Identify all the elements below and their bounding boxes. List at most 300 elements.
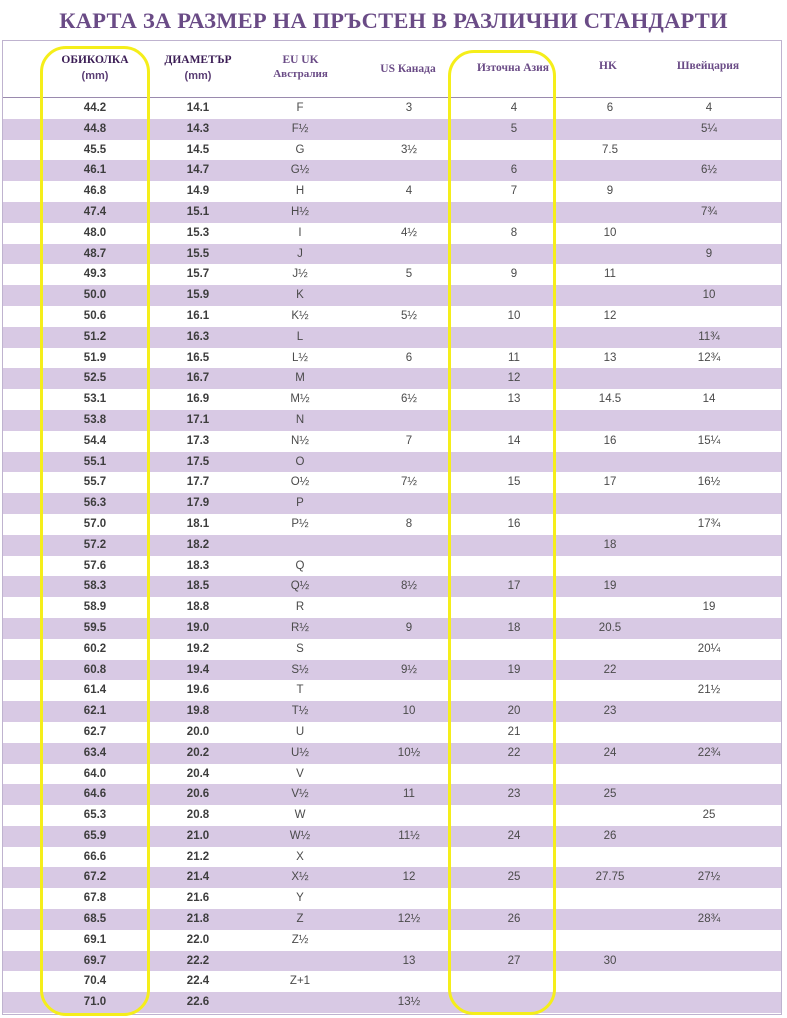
cell-diameter: 20.4 (186, 767, 210, 780)
cell-switzerland: 14 (702, 393, 716, 406)
cell-diameter: 21.8 (186, 913, 210, 926)
cell-circumference: 45.5 (83, 143, 107, 156)
cell-east-asia: 25 (507, 871, 521, 884)
cell-circumference: 61.4 (83, 684, 107, 697)
cell-hk (565, 556, 655, 577)
cell-us-canada (364, 410, 454, 431)
cell-east-asia: 14 (507, 434, 521, 447)
cell-us-canada (364, 971, 454, 992)
cell-hk (565, 971, 655, 992)
cell-us-canada: 5½ (401, 309, 417, 322)
cell-circumference: 64.6 (83, 788, 107, 801)
cell-circumference: 51.9 (83, 351, 107, 364)
cell-circumference: 57.6 (83, 559, 107, 572)
cell-diameter: 18.5 (186, 580, 210, 593)
cell-circumference: 48.7 (83, 247, 107, 260)
cell-hk (565, 847, 655, 868)
cell-east-asia: 24 (507, 829, 521, 842)
cell-eu-uk (255, 992, 345, 1013)
header-diameter (148, 53, 248, 83)
cell-east-asia (469, 535, 559, 556)
cell-circumference: 58.3 (83, 580, 107, 593)
cell-eu-uk: Z (296, 913, 304, 926)
cell-east-asia (469, 202, 559, 223)
cell-east-asia: 26 (507, 913, 521, 926)
cell-switzerland (664, 556, 754, 577)
cell-diameter: 14.5 (186, 143, 210, 156)
table-row (3, 951, 781, 972)
cell-hk: 10 (603, 226, 617, 239)
cell-circumference: 60.2 (83, 642, 107, 655)
cell-circumference: 49.3 (83, 268, 107, 281)
cell-hk (565, 597, 655, 618)
cell-diameter: 15.7 (186, 268, 210, 281)
cell-diameter: 18.3 (186, 559, 210, 572)
cell-eu-uk: P (296, 497, 304, 510)
cell-us-canada: 8½ (401, 580, 417, 593)
table-row (3, 452, 781, 473)
cell-switzerland (664, 181, 754, 202)
header-us-canada: US Канада (380, 63, 436, 75)
cell-eu-uk: O (295, 455, 305, 468)
cell-circumference: 44.8 (83, 122, 107, 135)
header-eu-uk (253, 53, 348, 81)
cell-switzerland: 27½ (697, 871, 721, 884)
cell-hk: 30 (603, 954, 617, 967)
cell-eu-uk (255, 535, 345, 556)
cell-switzerland: 15¼ (697, 434, 721, 447)
cell-east-asia: 19 (507, 663, 521, 676)
cell-us-canada (364, 493, 454, 514)
cell-us-canada: 11 (403, 788, 415, 801)
cell-hk: 11 (604, 268, 616, 281)
cell-eu-uk: N (295, 413, 305, 426)
cell-east-asia (469, 847, 559, 868)
cell-circumference: 57.0 (83, 517, 107, 530)
table-row (3, 597, 781, 618)
cell-diameter: 16.5 (186, 351, 210, 364)
cell-diameter: 20.6 (186, 788, 210, 801)
cell-switzerland: 5¼ (701, 122, 717, 135)
cell-us-canada (364, 847, 454, 868)
cell-us-canada (364, 639, 454, 660)
table-row (3, 223, 781, 244)
cell-hk (565, 327, 655, 348)
header-east-asia: Източна Азия (476, 62, 550, 74)
cell-switzerland: 12¾ (697, 351, 721, 364)
cell-switzerland: 16½ (697, 476, 721, 489)
cell-eu-uk: U½ (291, 746, 309, 759)
cell-switzerland (664, 264, 754, 285)
table-row (3, 722, 781, 743)
cell-east-asia (469, 680, 559, 701)
cell-us-canada: 13½ (397, 996, 421, 1009)
cell-switzerland (664, 223, 754, 244)
cell-circumference: 64.0 (83, 767, 107, 780)
cell-us-canada: 10 (402, 705, 416, 718)
cell-eu-uk: L½ (292, 351, 308, 364)
cell-circumference: 50.0 (83, 289, 107, 302)
cell-us-canada (364, 452, 454, 473)
cell-hk: 6 (606, 102, 614, 114)
cell-switzerland (664, 971, 754, 992)
cell-circumference: 69.1 (83, 933, 107, 946)
cell-us-canada: 12½ (397, 913, 421, 926)
table-row (3, 285, 781, 306)
cell-hk: 14.5 (598, 393, 622, 406)
cell-switzerland (664, 701, 754, 722)
cell-us-canada (364, 556, 454, 577)
cell-east-asia: 17 (507, 580, 521, 593)
cell-hk: 13 (603, 351, 617, 364)
cell-east-asia (469, 327, 559, 348)
cell-circumference: 66.6 (83, 850, 107, 863)
cell-eu-uk: U (295, 725, 305, 738)
cell-hk (565, 285, 655, 306)
cell-switzerland (664, 306, 754, 327)
cell-eu-uk: S½ (291, 663, 309, 676)
cell-east-asia (469, 992, 559, 1013)
cell-circumference: 58.9 (83, 601, 107, 614)
cell-eu-uk: Y (296, 892, 304, 905)
cell-eu-uk: H½ (291, 205, 309, 218)
cell-us-canada: 6½ (401, 393, 417, 406)
cell-us-canada (364, 244, 454, 265)
cell-eu-uk: M (295, 372, 305, 385)
cell-us-canada: 3 (405, 102, 413, 114)
cell-us-canada: 9½ (401, 663, 417, 676)
cell-circumference: 55.7 (83, 476, 107, 489)
cell-eu-uk: K (296, 289, 304, 302)
cell-eu-uk: J½ (292, 268, 308, 281)
cell-us-canada (364, 722, 454, 743)
table-row (3, 389, 781, 410)
cell-eu-uk: X½ (291, 871, 309, 884)
cell-eu-uk: L (296, 330, 304, 343)
cell-diameter: 19.6 (186, 684, 210, 697)
cell-switzerland (664, 368, 754, 389)
cell-east-asia (469, 285, 559, 306)
cell-hk (565, 930, 655, 951)
cell-east-asia (469, 805, 559, 826)
table-row (3, 556, 781, 577)
cell-circumference: 67.8 (83, 892, 107, 905)
page-title: КАРТА ЗА РАЗМЕР НА ПРЪСТЕН В РАЗЛИЧНИ СТАНДАРТИ (59, 8, 728, 33)
cell-switzerland (664, 452, 754, 473)
cell-us-canada (364, 285, 454, 306)
cell-switzerland (664, 722, 754, 743)
cell-eu-uk: Q (295, 559, 305, 572)
cell-hk (565, 722, 655, 743)
cell-us-canada: 7 (405, 434, 413, 447)
cell-switzerland (664, 888, 754, 909)
cell-us-canada (364, 764, 454, 785)
cell-eu-uk: V½ (291, 788, 309, 801)
table-row (3, 930, 781, 951)
cell-eu-uk: N½ (291, 434, 309, 447)
cell-diameter: 16.7 (186, 372, 210, 385)
cell-eu-uk: T (296, 684, 304, 697)
cell-hk: 27.75 (595, 871, 625, 884)
header-eu-uk-sub: Австралия (273, 68, 328, 80)
table-row (3, 764, 781, 785)
cell-hk: 16 (603, 434, 617, 447)
cell-east-asia (469, 556, 559, 577)
cell-diameter: 21.4 (186, 871, 210, 884)
cell-hk (565, 764, 655, 785)
cell-eu-uk: O½ (290, 476, 310, 489)
cell-east-asia (469, 639, 559, 660)
cell-hk (565, 514, 655, 535)
cell-east-asia (469, 244, 559, 265)
table-row (3, 514, 781, 535)
cell-switzerland (664, 951, 754, 972)
cell-east-asia: 16 (507, 517, 521, 530)
cell-east-asia (469, 597, 559, 618)
cell-east-asia: 8 (510, 226, 518, 239)
cell-diameter: 22.2 (186, 954, 210, 967)
cell-east-asia (469, 410, 559, 431)
cell-circumference: 59.5 (83, 621, 107, 634)
cell-switzerland (664, 140, 754, 161)
header-switzerland: Швейцария (676, 60, 740, 72)
cell-us-canada: 8 (405, 517, 413, 530)
table-row (3, 805, 781, 826)
cell-eu-uk: J (297, 247, 303, 260)
table-row (3, 535, 781, 556)
cell-diameter: 19.0 (186, 621, 210, 634)
header-circumference-unit: (mm) (81, 70, 109, 82)
cell-diameter: 14.1 (186, 102, 210, 114)
cell-us-canada: 11½ (398, 829, 420, 842)
cell-eu-uk: W (294, 809, 306, 822)
cell-diameter: 17.7 (186, 476, 210, 489)
table-row (3, 743, 781, 764)
cell-diameter: 17.5 (186, 455, 210, 468)
cell-hk (565, 493, 655, 514)
cell-east-asia: 6 (510, 164, 518, 177)
cell-switzerland: 4 (705, 102, 713, 114)
cell-us-canada (364, 680, 454, 701)
cell-eu-uk: G (295, 143, 305, 156)
table-header (3, 41, 781, 98)
cell-diameter: 18.8 (186, 601, 210, 614)
cell-diameter: 19.8 (186, 705, 210, 718)
cell-hk: 9 (606, 185, 614, 198)
cell-eu-uk: V (296, 767, 304, 780)
table-row (3, 306, 781, 327)
cell-diameter: 20.8 (186, 809, 210, 822)
cell-hk: 18 (603, 538, 617, 551)
cell-diameter: 20.0 (186, 725, 210, 738)
cell-switzerland (664, 764, 754, 785)
header-eu-uk-label: EU UK (282, 54, 319, 66)
cell-circumference: 55.1 (83, 455, 107, 468)
cell-hk: 20.5 (598, 621, 622, 634)
cell-hk: 22 (603, 663, 617, 676)
cell-hk: 24 (603, 746, 617, 759)
cell-switzerland (664, 930, 754, 951)
cell-switzerland: 17¾ (697, 517, 721, 530)
cell-us-canada (364, 202, 454, 223)
cell-switzerland: 10 (702, 289, 716, 302)
cell-hk (565, 639, 655, 660)
cell-diameter: 22.4 (186, 975, 210, 988)
cell-hk: 17 (603, 476, 617, 489)
table-row (3, 618, 781, 639)
cell-switzerland: 21½ (697, 684, 721, 697)
cell-us-canada (364, 597, 454, 618)
cell-diameter: 14.7 (186, 164, 210, 177)
cell-diameter: 22.0 (186, 933, 210, 946)
cell-circumference: 52.5 (83, 372, 107, 385)
cell-eu-uk: H (295, 185, 305, 198)
table-row (3, 244, 781, 265)
cell-east-asia (469, 930, 559, 951)
cell-hk: 26 (603, 829, 617, 842)
cell-circumference: 46.8 (83, 185, 107, 198)
cell-diameter: 21.0 (186, 829, 210, 842)
cell-east-asia: 5 (510, 122, 518, 135)
cell-east-asia: 7 (510, 185, 518, 198)
cell-circumference: 65.3 (83, 809, 107, 822)
cell-east-asia: 4 (510, 102, 518, 114)
cell-switzerland: 20¼ (697, 642, 721, 655)
table-row (3, 140, 781, 161)
cell-diameter: 16.3 (186, 330, 210, 343)
cell-us-canada: 4½ (401, 226, 417, 239)
cell-eu-uk: Z½ (291, 933, 309, 946)
table-row (3, 680, 781, 701)
table-row (3, 701, 781, 722)
cell-east-asia: 9 (510, 268, 518, 281)
cell-eu-uk (255, 951, 345, 972)
table-row (3, 119, 781, 140)
cell-switzerland (664, 618, 754, 639)
cell-diameter: 21.2 (186, 850, 210, 863)
cell-east-asia (469, 888, 559, 909)
cell-east-asia: 21 (507, 725, 521, 738)
cell-hk (565, 160, 655, 181)
cell-switzerland (664, 784, 754, 805)
cell-circumference: 65.9 (83, 829, 107, 842)
cell-us-canada (364, 368, 454, 389)
cell-diameter: 15.9 (186, 289, 210, 302)
cell-diameter: 18.1 (186, 517, 210, 530)
table-row (3, 472, 781, 493)
header-diameter-unit: (mm) (184, 70, 212, 82)
cell-eu-uk: X (296, 850, 304, 863)
cell-eu-uk: G½ (290, 164, 310, 177)
cell-eu-uk: R (295, 601, 305, 614)
cell-us-canada: 9 (405, 621, 413, 634)
cell-switzerland (664, 992, 754, 1013)
table-row (3, 348, 781, 369)
header-hk: HK (599, 60, 617, 72)
cell-diameter: 15.3 (186, 226, 210, 239)
cell-east-asia: 13 (507, 393, 521, 406)
cell-circumference: 53.8 (83, 413, 107, 426)
cell-us-canada: 4 (405, 185, 413, 198)
cell-circumference: 50.6 (83, 309, 107, 322)
cell-east-asia: 11 (508, 351, 520, 364)
cell-circumference: 56.3 (83, 497, 107, 510)
cell-switzerland: 22¾ (697, 746, 721, 759)
cell-circumference: 46.1 (83, 164, 107, 177)
cell-circumference: 48.0 (83, 226, 107, 239)
cell-eu-uk: S (296, 642, 304, 655)
cell-eu-uk: R½ (291, 621, 309, 634)
cell-hk: 23 (603, 705, 617, 718)
cell-east-asia: 20 (507, 705, 521, 718)
cell-east-asia (469, 140, 559, 161)
cell-eu-uk: F (296, 102, 304, 114)
cell-switzerland: 7¾ (701, 205, 717, 218)
cell-diameter: 18.2 (186, 538, 210, 551)
cell-east-asia (469, 452, 559, 473)
cell-switzerland: 19 (702, 601, 716, 614)
cell-switzerland (664, 535, 754, 556)
cell-hk (565, 805, 655, 826)
table-row (3, 847, 781, 868)
cell-switzerland (664, 847, 754, 868)
table-row (3, 784, 781, 805)
table-row (3, 971, 781, 992)
cell-switzerland (664, 660, 754, 681)
cell-us-canada (364, 119, 454, 140)
cell-switzerland: 6½ (701, 164, 717, 177)
cell-switzerland: 28¾ (697, 913, 721, 926)
cell-diameter: 16.1 (186, 309, 210, 322)
cell-eu-uk: T½ (291, 705, 309, 718)
cell-diameter: 22.6 (186, 996, 210, 1009)
table-row (3, 888, 781, 909)
cell-us-canada: 13 (402, 954, 416, 967)
cell-hk (565, 244, 655, 265)
cell-switzerland (664, 493, 754, 514)
cell-circumference: 57.2 (83, 538, 107, 551)
table-row (3, 826, 781, 847)
table-row (3, 160, 781, 181)
cell-eu-uk: K½ (291, 309, 309, 322)
cell-circumference: 62.1 (83, 705, 107, 718)
cell-us-canada: 12 (402, 871, 416, 884)
header-diameter-label: ДИАМЕТЪР (164, 54, 232, 66)
cell-switzerland (664, 826, 754, 847)
cell-east-asia: 23 (507, 788, 521, 801)
cell-hk (565, 909, 655, 930)
cell-switzerland (664, 410, 754, 431)
cell-diameter: 21.6 (186, 892, 210, 905)
table-row (3, 327, 781, 348)
cell-east-asia: 12 (507, 372, 521, 385)
cell-us-canada: 7½ (401, 476, 417, 489)
cell-hk (565, 888, 655, 909)
cell-us-canada (364, 888, 454, 909)
cell-east-asia: 22 (507, 746, 521, 759)
cell-hk (565, 992, 655, 1013)
cell-diameter: 19.4 (186, 663, 210, 676)
cell-switzerland: 25 (702, 809, 716, 822)
cell-diameter: 17.9 (186, 497, 210, 510)
cell-eu-uk: I (298, 226, 302, 239)
table-row (3, 867, 781, 888)
cell-us-canada: 3½ (401, 143, 417, 156)
cell-us-canada (364, 327, 454, 348)
cell-east-asia: 15 (507, 476, 521, 489)
cell-circumference: 62.7 (83, 725, 107, 738)
table-row (3, 202, 781, 223)
